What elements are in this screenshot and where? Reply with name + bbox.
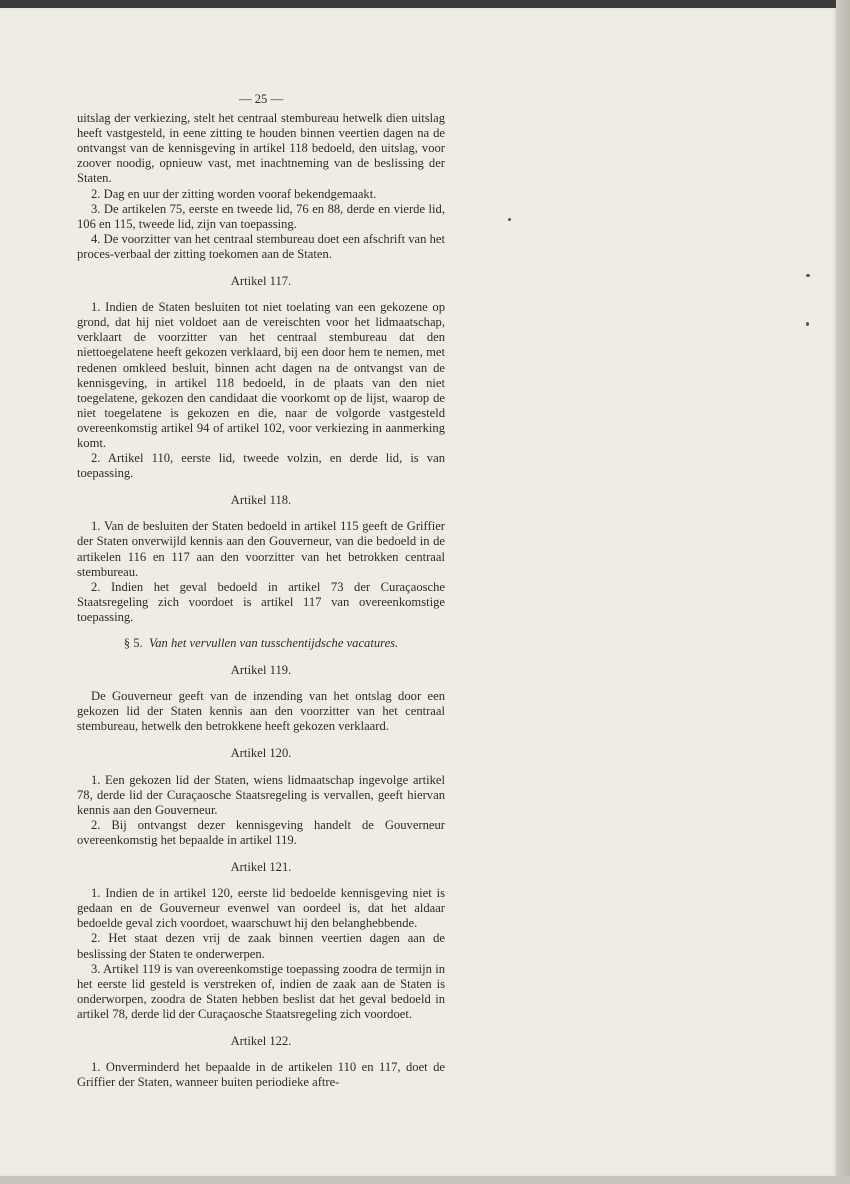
page-bottom-edge — [0, 1176, 850, 1184]
paragraph: De Gouverneur geeft van de inzending van het ontslag door een gekozen lid der Staten kennis aan den voorzitter van het centraal stembureau, hetwelk den betrokkene heeft gekozen verklaard. — [77, 689, 445, 734]
paragraph: 1. Indien de Staten besluiten tot niet toelating van een gekozene op grond, dat hij niet voldoet aan de vereischten voor het lidmaatschap, verklaart de voorzitter van het centraal stembureau dat den niettoegelatene heeft gekozen verklaard, bij een door hem te nemen, met redenen omkleed besluit, binnen acht dagen na de ontvangst van de kennisgeving, in artikel 118 bedoeld, in de plaats van den niet toegelatene, gekozen den candidaat die voorkomt op de lijst, waarop de niet toegelatene is gekozen en die, naar de volgorde vastgesteld overeenkomstig artikel 94 of artikel 102, voor verkiezing in aanmerking komt. — [77, 300, 445, 450]
paragraph: 2. Artikel 110, eerste lid, tweede volzin, en derde lid, is van toepassing. — [77, 451, 445, 481]
text-column — [77, 92, 445, 1090]
document-page — [0, 8, 836, 1176]
paragraph: 1. Een gekozen lid der Staten, wiens lidmaatschap ingevolge artikel 78, derde lid der Curaçaosche Staatsregeling is vervallen, geeft hiervan kennis aan den Gouverneur. — [77, 772, 445, 817]
article-heading: Artikel 122. — [230, 1033, 292, 1048]
paragraph: uitslag der verkiezing, stelt het centraal stembureau hetwelk dien uitslag heeft vastgesteld, in eene zitting te houden binnen veertien dagen na de ontvangst van de kennisgeving in artikel 118 bedoeld, den uitslag, voor zoover noodig, opnieuw vast, met inachtneming van de beslissing der Staten. — [77, 111, 445, 186]
page-number: — 25 — — [238, 92, 284, 106]
paragraph: 3. De artikelen 75, eerste en tweede lid, 76 en 88, derde en vierde lid, 106 en 115, tweede lid, zijn van toepassing. — [77, 201, 445, 231]
speck-mark — [806, 322, 809, 326]
paragraph: 2. Indien het geval bedoeld in artikel 73 der Curaçaosche Staatsregeling zich voordoet is artikel 117 van overeenkomstige toepassing. — [77, 579, 445, 624]
page-edge — [836, 0, 850, 1184]
paragraph: 2. Bij ontvangst dezer kennisgeving handelt de Gouverneur overeenkomstig het bepaalde in artikel 119. — [77, 817, 445, 847]
paragraph: 2. Dag en uur der zitting worden vooraf bekendgemaakt. — [91, 186, 377, 201]
article-heading: Artikel 121. — [230, 860, 292, 875]
speck-mark — [806, 274, 810, 277]
section-title: Van het vervullen van tusschentijdsche vacatures. — [148, 636, 399, 650]
paragraph: 2. Het staat dezen vrij de zaak binnen veertien dagen aan de beslissing der Staten te onderwerpen. — [77, 931, 445, 961]
article-heading: Artikel 117. — [230, 274, 292, 289]
paragraph: 1. Indien de in artikel 120, eerste lid bedoelde kennisgeving niet is gedaan en de Gouverneur evenwel van oordeel is, dat het aldaar bedoelde geval zich voordoet, waarschuwt hij den belanghebbende. — [77, 886, 445, 931]
paragraph: 4. De voorzitter van het centraal stembureau doet een afschrift van het proces-verbaal der zitting toekomen aan de Staten. — [77, 231, 445, 261]
paragraph: 3. Artikel 119 is van overeenkomstige toepassing zoodra de termijn in het eerste lid gesteld is verstreken of, indien de zaak aan de Staten is onderworpen, zoodra de Staten hebben beslist dat het geval bedoeld in artikel 78, derde lid der Curaçaosche Staatsregeling zich voordoet. — [77, 961, 445, 1021]
section-number: § 5. — [123, 636, 143, 650]
paragraph: 1. Van de besluiten der Staten bedoeld in artikel 115 geeft de Griffier der Staten onverwijld kennis aan den Gouverneur, van die bedoeld in de artikelen 116 en 117 aan den voorzitter van het betrokken centraal stembureau. — [77, 519, 445, 579]
section-heading — [77, 636, 445, 651]
article-heading: Artikel 119. — [230, 663, 292, 678]
article-heading: Artikel 118. — [230, 493, 292, 508]
article-body — [77, 111, 445, 1090]
article-heading: Artikel 120. — [230, 746, 292, 761]
paragraph: 1. Onverminderd het bepaalde in de artikelen 110 en 117, doet de Griffier der Staten, wanneer buiten periodieke aftre- — [77, 1060, 445, 1090]
speck-mark — [508, 218, 511, 221]
